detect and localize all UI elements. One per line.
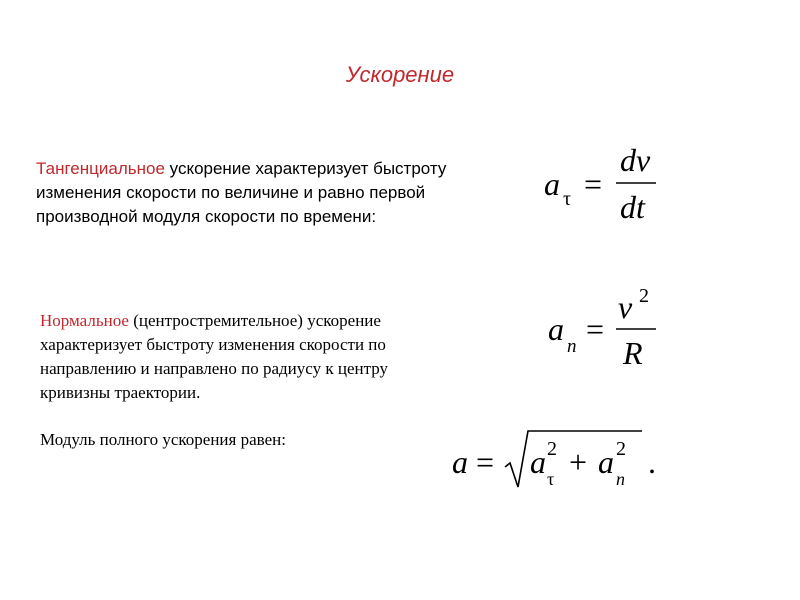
normal-term: Нормальное	[40, 311, 129, 330]
total-paragraph	[40, 428, 460, 452]
tangential-term: Тангенциальное	[36, 159, 165, 178]
f3-term2-sup: 2	[616, 438, 626, 460]
f3-term1-sub: τ	[547, 469, 555, 489]
f3-term2: a	[598, 444, 614, 480]
tangential-formula	[540, 145, 670, 230]
f3-period: .	[648, 444, 656, 480]
f3-lhs: a	[452, 444, 468, 480]
tangential-line-2: изменения скорости по величине и равно первой	[36, 183, 426, 202]
slide-title: Ускорение	[345, 62, 455, 87]
f3-term1-sup: 2	[547, 438, 557, 460]
normal-line-1: (центростремительное) ускорение	[128, 311, 381, 330]
total-formula	[448, 425, 668, 495]
f1-lhs: a	[544, 166, 560, 202]
f2-num-sup: 2	[639, 285, 649, 307]
normal-paragraph	[40, 309, 470, 405]
tangential-line-3: производной модуля скорости по времени:	[36, 207, 377, 226]
tangential-line-1: ускорение характеризует быстроту	[164, 159, 447, 178]
tangential-paragraph	[36, 157, 496, 229]
normal-line-2: характеризует быстроту изменения скорости по	[40, 335, 386, 354]
f1-num: dv	[620, 145, 651, 178]
f1-sub: τ	[563, 188, 572, 210]
normal-formula	[540, 282, 670, 374]
total-text: Модуль полного ускорения равен:	[40, 430, 286, 449]
f3-term2-sub: n	[616, 469, 625, 489]
f2-sub: n	[567, 336, 577, 357]
f1-den: dt	[620, 189, 645, 225]
f2-lhs: a	[548, 311, 564, 347]
normal-line-4: кривизны траектории.	[40, 383, 201, 402]
f3-plus: +	[569, 444, 588, 480]
f2-den: R	[623, 335, 643, 371]
f2-num: v	[618, 289, 633, 325]
normal-line-3: направлению и направлено по радиусу к центру	[40, 359, 389, 378]
f3-term1: a	[530, 444, 546, 480]
f2-eq: =	[586, 311, 605, 347]
f3-eq: =	[476, 444, 495, 480]
f1-eq: =	[584, 166, 603, 202]
